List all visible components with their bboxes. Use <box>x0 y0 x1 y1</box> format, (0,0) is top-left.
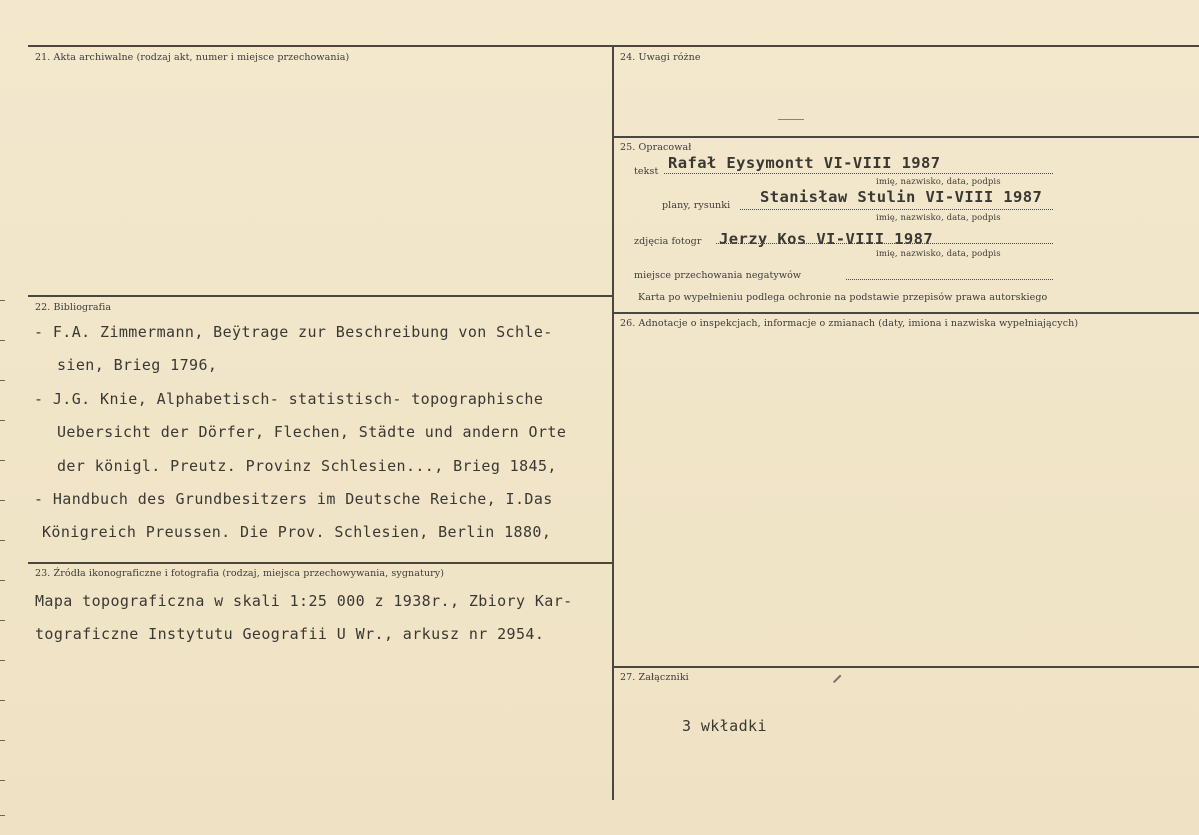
zdjecia-value: Jerzy Kos VI-VIII 1987 <box>719 230 934 248</box>
bibliography-line-3: - J.G. Knie, Alphabetisch- statistisch- topographische <box>34 390 544 408</box>
rule-26-27 <box>612 666 1199 668</box>
bibliography-line-6: - Handbuch des Grundbesitzers im Deutsche Reiche, I.Das <box>34 490 553 508</box>
sources-line-2: tograficzne Instytutu Geografii U Wr., arkusz nr 2954. <box>35 625 545 643</box>
rule-22-23 <box>28 562 613 564</box>
attachments-value: 3 wkładki <box>682 717 767 735</box>
pencil-dash-mark <box>778 119 804 120</box>
zdjecia-label: zdjęcia fotogr <box>634 236 702 247</box>
tekst-label: tekst <box>634 166 659 177</box>
plany-caption: imię, nazwisko, data, podpis <box>876 213 1001 223</box>
negatives-dotted-line <box>846 279 1053 280</box>
tekst-dotted-line <box>664 173 1053 174</box>
bibliography-line-4: Uebersicht der Dörfer, Flechen, Städte und andern Orte <box>57 423 567 441</box>
center-divider <box>612 45 614 800</box>
section-27-label: 27. Załączniki <box>620 672 689 683</box>
bibliography-line-7: Königreich Preussen. Die Prov. Schlesien, Berlin 1880, <box>42 523 552 541</box>
plany-value: Stanisław Stulin VI-VIII 1987 <box>760 188 1043 206</box>
section-22-label: 22. Bibliografia <box>35 302 112 313</box>
bibliography-line-2: sien, Brieg 1796, <box>57 356 218 374</box>
tekst-caption: imię, nazwisko, data, podpis <box>876 177 1001 187</box>
tekst-value: Rafał Eysymontt VI-VIII 1987 <box>668 154 941 172</box>
bibliography-line-1: - F.A. Zimmermann, Beÿtrage zur Beschreibung von Schle- <box>34 323 553 341</box>
section-24-label: 24. Uwagi różne <box>620 52 701 63</box>
section-25-label: 25. Opracował <box>620 142 692 153</box>
zdjecia-caption: imię, nazwisko, data, podpis <box>876 249 1001 259</box>
plany-dotted-line <box>740 209 1053 210</box>
section-26-label: 26. Adnotacje o inspekcjach, informacje o zmianach (daty, imiona i nazwiska wypełniających) <box>620 318 1079 329</box>
rule-21-22 <box>28 295 613 297</box>
plany-label: plany, rysunki <box>662 200 731 211</box>
card-edge-marks <box>0 0 6 835</box>
negatives-location-label: miejsce przechowania negatywów <box>634 270 802 281</box>
rule-24-25 <box>612 136 1199 138</box>
rule-25-26 <box>612 312 1199 314</box>
copyright-note: Karta po wypełnieniu podlega ochronie na podstawie przepisów prawa autorskiego <box>638 292 1048 303</box>
zdjecia-dotted-line <box>716 243 1053 244</box>
sources-line-1: Mapa topograficzna w skali 1:25 000 z 1938r., Zbiory Kar- <box>35 592 573 610</box>
pencil-tick-mark <box>833 675 841 683</box>
section-21-label: 21. Akta archiwalne (rodzaj akt, numer i miejsce przechowania) <box>35 52 350 63</box>
bibliography-line-5: der königl. Preutz. Provinz Schlesien..., Brieg 1845, <box>57 457 557 475</box>
section-23-label: 23. Źródła ikonograficzne i fotografia (rodzaj, miejsca przechowywania, sygnatury) <box>35 568 445 579</box>
